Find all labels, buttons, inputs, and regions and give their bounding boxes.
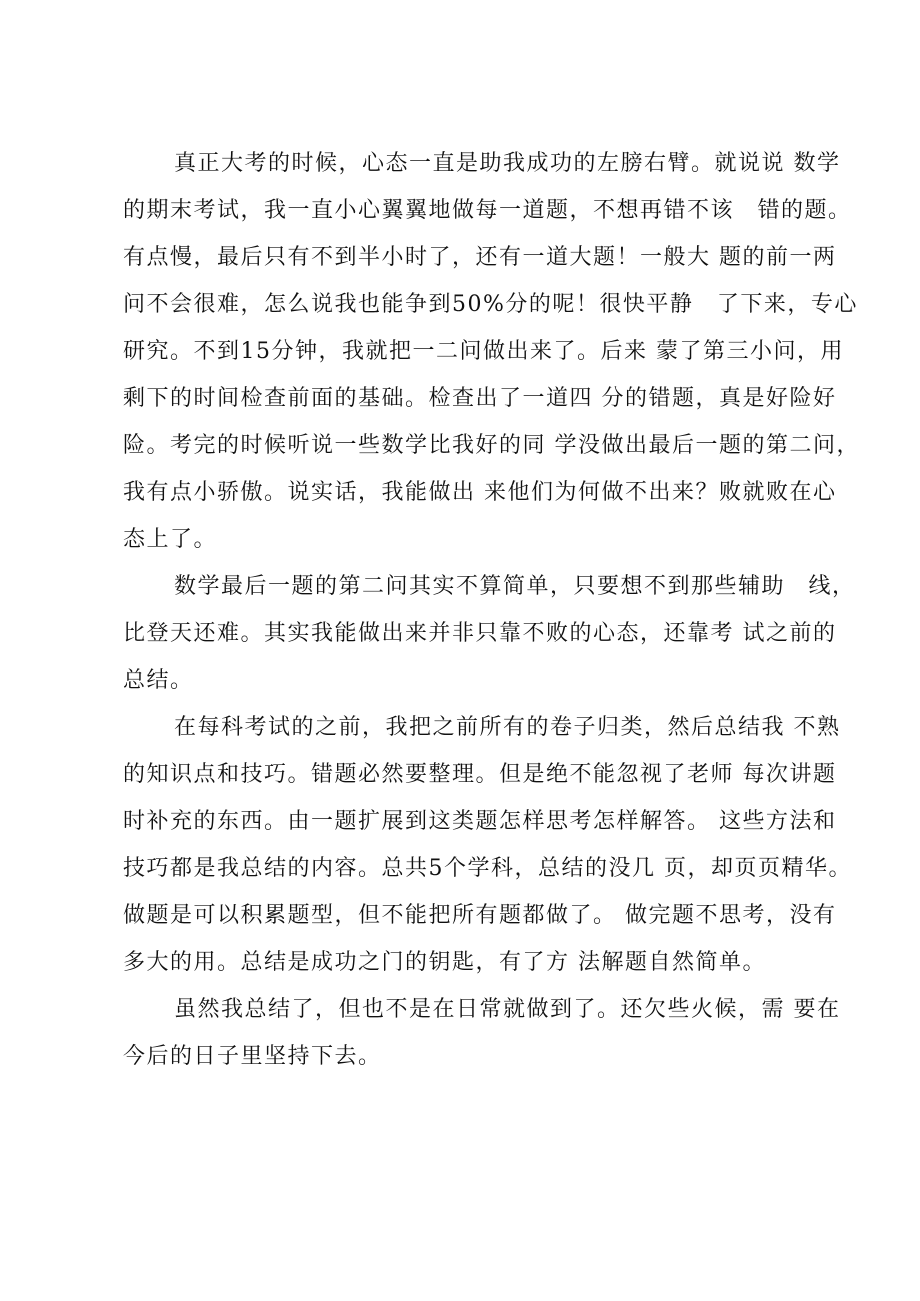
text-line: 研究。不到15分钟，我就把一二问做出来了。后来 蒙了第三小问，用	[123, 339, 844, 364]
paragraph-1	[123, 140, 860, 563]
text-line: 技巧都是我总结的内容。总共5个学科，总结的没几 页，却页页精华。	[123, 856, 852, 881]
text-line: 今后的日子里坚持下去。	[123, 1044, 382, 1069]
text-line: 在每科考试的之前，我把之前所有的卷子归类，然后总结我 不熟	[174, 715, 841, 740]
text-line: 虽然我总结了，但也不是在日常就做到了。还欠些火候，需 要在	[174, 997, 841, 1022]
text-line: 时补充的东西。由一题扩展到这类题怎样思考怎样解答。 这些方法和	[123, 809, 837, 834]
paragraph-3	[123, 704, 852, 986]
text-line: 问不会很难，怎么说我也能争到50%分的呢！很快平静 了下来，专心	[123, 292, 858, 317]
text-line: 我有点小骄傲。说实话，我能做出 来他们为何做不出来？败就败在心	[123, 480, 837, 505]
paragraph-2	[123, 563, 856, 704]
text-line: 的期末考试，我一直小心翼翼地做每一道题，不想再错不该 错的题。	[123, 198, 852, 223]
text-line: 数学最后一题的第二问其实不算简单，只要想不到那些辅助 线，	[174, 574, 856, 599]
text-line: 险。考完的时候听说一些数学比我好的同 学没做出最后一题的第二问，	[123, 433, 860, 458]
text-line: 做题是可以积累题型，但不能把所有题都做了。 做完题不思考，没有	[123, 903, 837, 928]
paragraph-4	[123, 986, 841, 1080]
text-line: 态上了。	[123, 527, 218, 552]
text-line: 有点慢，最后只有不到半小时了，还有一道大题！一般大 题的前一两	[123, 245, 837, 270]
text-line: 比登天还难。其实我能做出来并非只靠不败的心态，还靠考 试之前的	[123, 621, 837, 646]
text-line: 剩下的时间检查前面的基础。检查出了一道四 分的错题，真是好险好	[123, 386, 837, 411]
text-line: 真正大考的时候，心态一直是助我成功的左膀右臂。就说说 数学	[174, 151, 841, 176]
text-line: 总结。	[123, 668, 194, 693]
text-line: 多大的用。总结是成功之门的钥匙，有了方 法解题自然简单。	[123, 950, 766, 975]
document-body	[123, 140, 860, 1080]
text-line: 的知识点和技巧。错题必然要整理。但是绝不能忽视了老师 每次讲题	[123, 762, 837, 787]
